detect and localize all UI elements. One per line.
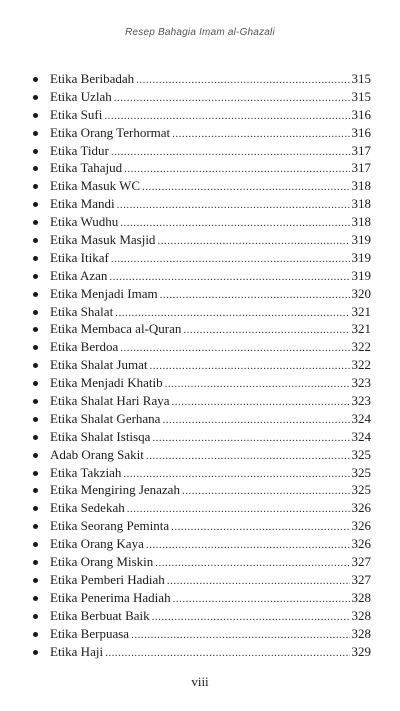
bullet-icon xyxy=(33,614,38,619)
toc-entry-page: 319 xyxy=(351,249,371,265)
toc-entry xyxy=(0,392,400,410)
toc-entry xyxy=(0,249,400,267)
toc-entry xyxy=(0,499,400,517)
toc-entry-page: 320 xyxy=(351,285,371,301)
toc-entry xyxy=(0,70,400,88)
toc-entry xyxy=(0,464,400,482)
bullet-icon xyxy=(33,453,38,458)
toc-entry-title: Etika Shalat Hari Raya xyxy=(50,393,170,409)
bullet-icon xyxy=(33,113,38,118)
bullet-icon xyxy=(33,488,38,493)
toc-entry xyxy=(0,213,400,231)
toc-entry-title: Etika Shalat Gerhana xyxy=(50,410,161,426)
bullet-icon xyxy=(33,506,38,511)
toc-entry xyxy=(0,481,400,499)
toc-entry xyxy=(0,553,400,571)
bullet-icon xyxy=(33,310,38,315)
toc-entry-page: 317 xyxy=(351,142,371,158)
bullet-icon xyxy=(33,381,38,386)
toc-entry-page: 322 xyxy=(351,339,371,355)
toc-entry xyxy=(0,106,400,124)
toc-entry xyxy=(0,338,400,356)
toc-entry-page: 327 xyxy=(351,571,371,587)
toc-entry-page: 321 xyxy=(351,321,371,337)
running-header: Resep Bahagia Imam al-Ghazali xyxy=(125,27,275,38)
toc-entry-title: Etika Itikaf xyxy=(50,249,109,265)
toc-entry-page: 325 xyxy=(351,446,371,462)
toc-entry-title: Etika Masuk Masjid xyxy=(50,232,156,248)
toc-entry-page: 324 xyxy=(351,410,371,426)
bullet-icon xyxy=(33,166,38,171)
toc-entry-title: Etika Orang Miskin xyxy=(50,554,154,570)
toc-entry-page: 323 xyxy=(351,393,371,409)
toc-entry-title: Etika Shalat Istisqa xyxy=(50,428,151,444)
dot-leader xyxy=(105,645,349,663)
bullet-icon xyxy=(33,95,38,100)
bullet-icon xyxy=(33,327,38,332)
bullet-icon xyxy=(33,202,38,207)
toc-entry-title: Etika Uzlah xyxy=(50,88,112,104)
bullet-icon xyxy=(33,560,38,565)
toc-entry-title: Etika Membaca al-Quran xyxy=(50,321,182,337)
toc-entry-title: Etika Takziah xyxy=(50,464,122,480)
toc-entry-page: 316 xyxy=(351,106,371,122)
toc-entry xyxy=(0,374,400,392)
toc-entry-title: Etika Menjadi Khatib xyxy=(50,375,163,391)
toc-entry xyxy=(0,356,400,374)
toc-entry xyxy=(0,589,400,607)
toc-entry-title: Etika Berdoa xyxy=(50,339,119,355)
toc-entry-page: 315 xyxy=(351,88,371,104)
bullet-icon xyxy=(33,256,38,261)
toc-entry-title: Etika Seorang Peminta xyxy=(50,518,170,534)
toc-entry-page: 328 xyxy=(351,607,371,623)
toc-entry-title: Etika Tidur xyxy=(50,142,109,158)
toc-entry xyxy=(0,535,400,553)
toc-entry-page: 318 xyxy=(351,178,371,194)
toc-entry-title: Etika Wudhu xyxy=(50,214,119,230)
table-of-contents xyxy=(0,70,400,660)
bullet-icon xyxy=(33,149,38,154)
toc-entry-page: 328 xyxy=(351,589,371,605)
toc-entry xyxy=(0,267,400,285)
page-number: viii xyxy=(191,674,209,689)
toc-entry-title: Etika Masuk WC xyxy=(50,178,141,194)
bullet-icon xyxy=(33,650,38,655)
toc-entry-title: Etika Pemberi Hadiah xyxy=(50,571,165,587)
toc-entry-page: 318 xyxy=(351,196,371,212)
toc-entry xyxy=(0,428,400,446)
toc-entry xyxy=(0,195,400,213)
toc-entry-title: Etika Mandi xyxy=(50,196,115,212)
toc-entry-page: 315 xyxy=(351,71,371,86)
toc-entry xyxy=(0,643,400,661)
toc-entry-title: Etika Haji xyxy=(50,643,104,659)
toc-entry xyxy=(0,88,400,106)
toc-entry-title: Etika Berpuasa xyxy=(50,625,130,641)
bullet-icon xyxy=(33,184,38,189)
toc-entry-page: 326 xyxy=(351,518,371,534)
toc-entry-page: 322 xyxy=(351,357,371,373)
bullet-icon xyxy=(33,435,38,440)
toc-entry-page: 325 xyxy=(351,482,371,498)
toc-entry-page: 323 xyxy=(351,375,371,391)
bullet-icon xyxy=(33,417,38,422)
toc-entry-title: Etika Orang Kaya xyxy=(50,536,144,552)
toc-entry-title: Etika Berbuat Baik xyxy=(50,607,150,623)
toc-entry-page: 327 xyxy=(351,554,371,570)
toc-entry-title: Etika Shalat xyxy=(50,303,114,319)
toc-entry-title: Etika Azan xyxy=(50,267,108,283)
toc-entry-page: 318 xyxy=(351,214,371,230)
toc-entry xyxy=(0,607,400,625)
toc-entry-page: 316 xyxy=(351,124,371,140)
bullet-icon xyxy=(33,238,38,243)
toc-entry xyxy=(0,124,400,142)
toc-entry-title: Etika Shalat Jumat xyxy=(50,357,148,373)
toc-entry xyxy=(0,410,400,428)
toc-entry xyxy=(0,625,400,643)
bullet-icon xyxy=(33,399,38,404)
toc-entry-page: 321 xyxy=(351,303,371,319)
toc-entry-page: 328 xyxy=(351,625,371,641)
toc-entry-title: Etika Penerima Hadiah xyxy=(50,589,171,605)
toc-entry-title: Etika Sufi xyxy=(50,106,103,122)
bullet-icon xyxy=(33,220,38,225)
toc-entry xyxy=(0,446,400,464)
toc-entry-title: Etika Sedekah xyxy=(50,500,125,516)
bullet-icon xyxy=(33,578,38,583)
bullet-icon xyxy=(33,471,38,476)
toc-entry-title: Etika Orang Terhormat xyxy=(50,124,171,140)
toc-entry xyxy=(0,303,400,321)
toc-entry-title: Etika Menjadi Imam xyxy=(50,285,158,301)
toc-entry-page: 329 xyxy=(351,643,371,659)
bullet-icon xyxy=(33,274,38,279)
bullet-icon xyxy=(33,345,38,350)
toc-entry-page: 326 xyxy=(351,536,371,552)
bullet-icon xyxy=(33,632,38,637)
toc-entry xyxy=(0,285,400,303)
toc-entry-page: 319 xyxy=(351,267,371,283)
toc-entry-page: 326 xyxy=(351,500,371,516)
toc-entry xyxy=(0,159,400,177)
toc-entry xyxy=(0,517,400,535)
bullet-icon xyxy=(33,363,38,368)
toc-entry-title: Adab Orang Sakit xyxy=(50,446,144,462)
bullet-icon xyxy=(33,131,38,136)
toc-entry-page: 319 xyxy=(351,232,371,248)
toc-entry xyxy=(0,571,400,589)
bullet-icon xyxy=(33,77,38,82)
toc-entry-page: 324 xyxy=(351,428,371,444)
toc-entry-page: 317 xyxy=(351,160,371,176)
toc-entry xyxy=(0,142,400,160)
toc-entry xyxy=(0,177,400,195)
toc-entry-title: Etika Mengiring Jenazah xyxy=(50,482,180,498)
bullet-icon xyxy=(33,596,38,601)
toc-entry-page: 325 xyxy=(351,464,371,480)
toc-entry-title: Etika Tahajud xyxy=(50,160,123,176)
toc-entry-title: Etika Beribadah xyxy=(50,71,135,86)
toc-entry xyxy=(0,320,400,338)
bullet-icon xyxy=(33,292,38,297)
bullet-icon xyxy=(33,524,38,529)
toc-entry xyxy=(0,231,400,249)
bullet-icon xyxy=(33,542,38,547)
